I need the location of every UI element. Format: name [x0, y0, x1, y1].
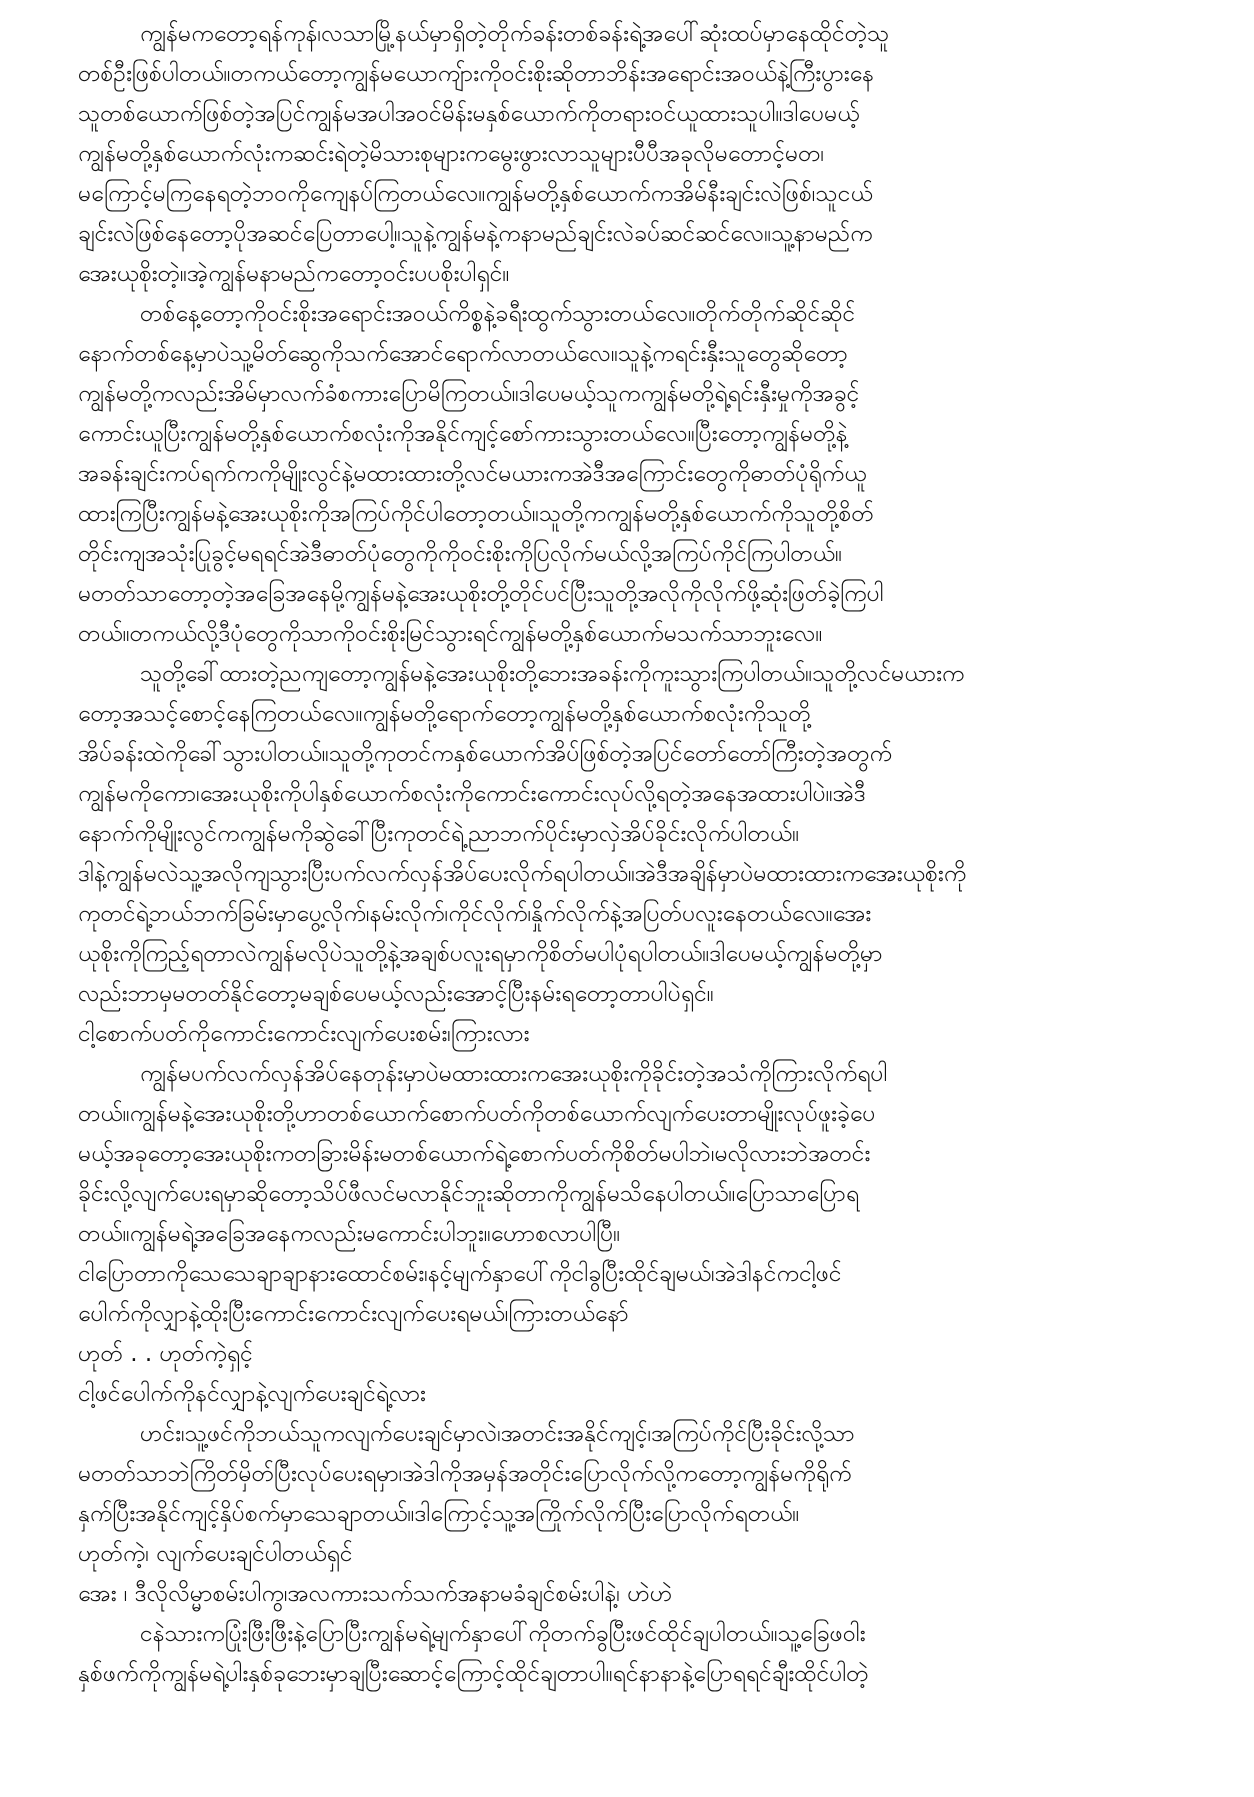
text-line: အေး ၊ ဒီလိုလိမ္မာစမ်းပါကွ၊အလကားသက်သက်အနာမခံချင်စမ်းပါနဲ့၊ ဟဲဟဲ — [78, 1581, 673, 1607]
text-line: တယ်။ကျွန်မရဲ့အခြေအနေကလည်းမကောင်းပါဘူး။ဟောစလာပါပြီ။ — [78, 1221, 621, 1247]
text-line: သူတစ်ယောက်ဖြစ်တဲ့အပြင်ကျွန်မအပါအဝင်မိန်းမနှစ်ယောက်ကိုတရားဝင်ယူထားသူပါ။ဒါပေမယ့် — [78, 101, 860, 127]
text-line: ခိုင်းလို့လျက်ပေးရမှာဆိုတော့သိပ်ဖီလင်မလာနိုင်ဘူးဆိုတာကိုကျွန်မသိနေပါတယ်။ပြောသာပြောရ — [78, 1181, 860, 1207]
text-line: ဒါနဲ့ကျွန်မလဲသူ့အလိုကျသွားပြီးပက်လက်လှန်အိပ်ပေးလိုက်ရပါတယ်။အဲဒီအချိန်မှာပဲမထားထားကအေးယုစိုးကို — [78, 861, 967, 887]
text-line: ကောင်းယူပြီးကျွန်မတို့နှစ်ယောက်စလုံးကိုအနိုင်ကျင့်စော်ကားသွားတယ်လေ။ပြီးတော့ကျွန်မတို့နဲ့ — [78, 421, 848, 447]
text-line: မယ့်အခုတော့အေးယုစိုးကတခြားမိန်းမတစ်ယောက်ရဲ့စောက်ပတ်ကိုစိတ်မပါဘဲ၊မလိုလားဘဲအတင်း — [78, 1141, 871, 1167]
text-line: ငနဲသားကပြုံးဖြီးဖြီးနဲ့ပြောပြီးကျွန်မရဲ့မျက်နှာပေါ်ကိုတက်ခွပြီးဖင်ထိုင်ချပါတယ်။သူ့ခြေဖဝါး — [140, 1621, 866, 1647]
text-line: တစ်ဦးဖြစ်ပါတယ်။တကယ်တော့ကျွန်မယောကျ်ားကိုဝင်းစိုးဆိုတာဘိန်းအရောင်းအဝယ်နဲ့ကြီးပွားနေ — [78, 61, 875, 87]
text-line: ကုတင်ရဲ့ဘယ်ဘက်ခြမ်းမှာပွေ့လိုက်၊နမ်းလိုက်၊ကိုင်လိုက်၊နှိုက်လိုက်နဲ့အပြတ်ပလူးနေတယ်လေ။အေး — [78, 901, 872, 927]
text-line: ချင်းလဲဖြစ်နေတော့ပိုအဆင်ပြေတာပေါ့။သူနဲ့ကျွန်မနဲ့ကနာမည်ချင်းလဲခပ်ဆင်ဆင်လေ။သူ့နာမည်က — [78, 221, 873, 247]
text-line: မတတ်သာတော့တဲ့အခြေအနေမို့ကျွန်မနဲ့အေးယုစိုးတို့တိုင်ပင်ပြီးသူတို့အလိုကိုလိုက်ဖို့ဆုံးဖြတ်ခဲ့ကြပါ — [78, 581, 884, 607]
text-line: ငါ့ဖင်ပေါက်ကိုနင်လျှာနဲ့လျက်ပေးချင်ရဲ့လား — [78, 1381, 426, 1407]
text-line: နှက်ပြီးအနိုင်ကျင့်နှိပ်စက်မှာသေချာတယ်။ဒါကြောင့်သူ့အကြိုက်လိုက်ပြီးပြောလိုက်ရတယ်။ — [78, 1501, 800, 1527]
text-line: နောက်ကိုမျိုးလွင်ကကျွန်မကိုဆွဲခေါ်ပြီးကုတင်ရဲ့ညာဘက်ပိုင်းမှာလှဲအိပ်ခိုင်းလိုက်ပါတယ်။ — [78, 821, 800, 847]
text-line: နှစ်ဖက်ကိုကျွန်မရဲ့ပါးနှစ်ခုဘေးမှာချပြီးဆောင့်ကြောင့်ထိုင်ချတာပါ။ရင်နာနာနဲ့ပြောရရင်ချီးထိုင်ပါတဲ့ — [78, 1661, 869, 1687]
text-line: မကြောင့်မကြနေရတဲ့ဘဝကိုကျေနပ်ကြတယ်လေ။ကျွန်မတို့နှစ်ယောက်ကအိမ်နီးချင်းလဲဖြစ်၊သူငယ် — [78, 181, 873, 207]
text-line: ဟုတ် . . ဟုတ်ကဲ့ရှင့် — [78, 1341, 253, 1367]
text-line: သူတို့ခေါ်ထားတဲ့ညကျတော့ကျွန်မနဲ့အေးယုစိုးတို့ဘေးအခန်းကိုကူးသွားကြပါတယ်။သူတို့လင်မယားက — [140, 661, 965, 687]
text-line: တစ်နေ့တော့ကိုဝင်းစိုးအရောင်းအဝယ်ကိစ္စနဲ့ခရီးထွက်သွားတယ်လေ။တိုက်တိုက်ဆိုင်ဆိုင် — [140, 301, 856, 327]
text-line: ကျွန်မကိုကော၊အေးယုစိုးကိုပါနှစ်ယောက်စလုံးကိုကောင်းကောင်းလုပ်လို့ရတဲ့အနေအထားပါပဲ။အဲဒီ — [78, 781, 866, 807]
text-line: ဟင်း၊သူ့ဖင်ကိုဘယ်သူကလျက်ပေးချင်မှာလဲ၊အတင်းအနိုင်ကျင့်၊အကြပ်ကိုင်ပြီးခိုင်းလို့သာ — [140, 1421, 855, 1447]
text-line: နောက်တစ်နေ့မှာပဲသူ့မိတ်ဆွေကိုသက်အောင်ရောက်လာတယ်လေ။သူနဲ့ကရင်းနှီးသူတွေဆိုတော့ — [78, 341, 848, 367]
text-line: ကျွန်မကတော့ရန်ကုန်၊လသာမြို့နယ်မှာရှိတဲ့တိုက်ခန်းတစ်ခန်းရဲ့အပေါ်ဆုံးထပ်မှာနေထိုင်တဲ့သူ — [140, 21, 890, 47]
text-line: ပေါက်ကိုလျှာနဲ့ထိုးပြီးကောင်းကောင်းလျက်ပေးရမယ်၊ကြားတယ်နော် — [78, 1301, 629, 1327]
text-line: အိပ်ခန်းထဲကိုခေါ်သွားပါတယ်။သူတို့ကုတင်ကနှစ်ယောက်အိပ်ဖြစ်တဲ့အပြင်တော်တော်ကြီးတဲ့အတွက် — [78, 741, 892, 767]
text-line: ကျွန်မတို့ကလည်းအိမ်မှာလက်ခံစကားပြောမိကြတယ်။ဒါပေမယ့်သူကကျွန်မတို့ရဲ့ရင်းနှီးမှုကိုအခွင့် — [78, 381, 860, 407]
text-line: တိုင်းကျအသုံးပြုခွင့်မရရင်အဲဒီဓာတ်ပုံတွေကိုကိုဝင်းစိုးကိုပြလိုက်မယ်လို့အကြပ်ကိုင်ကြပါတယ်။ — [78, 541, 843, 567]
text-line: ကျွန်မတို့နှစ်ယောက်လုံးကဆင်းရဲတဲ့မိသားစုများကမွေးဖွားလာသူများပီပီအခုလိုမတောင့်မတ၊ — [78, 141, 825, 167]
text-line: ထားကြပြီးကျွန်မနဲ့အေးယုစိုးကိုအကြပ်ကိုင်ပါတော့တယ်။သူတို့ကကျွန်မတို့နှစ်ယောက်ကိုသူတို့စိတ် — [78, 501, 874, 527]
text-line: ငါ့စောက်ပတ်ကိုကောင်းကောင်းလျက်ပေးစမ်း၊ကြားလား — [78, 1021, 530, 1047]
text-line: လည်းဘာမှမတတ်နိုင်တော့မချစ်ပေမယ့်လည်းအောင့်ပြီးနမ်းရတော့တာပါပဲရှင်။ — [78, 981, 714, 1007]
text-line: တော့အသင့်စောင့်နေကြတယ်လေ။ကျွန်မတို့ရောက်တော့ကျွန်မတို့နှစ်ယောက်စလုံးကိုသူတို့ — [78, 701, 811, 727]
text-line: ယုစိုးကိုကြည့်ရတာလဲကျွန်မလိုပဲသူတို့နဲ့အချစ်ပလူးရမှာကိုစိတ်မပါပုံရပါတယ်။ဒါပေမယ့်ကျွန်မတို့မှာ — [78, 941, 883, 967]
text-line: အခန်းချင်းကပ်ရက်ကကိုမျိုးလွင်နဲ့မထားထားတို့လင်မယားကအဲဒီအကြောင်းတွေကိုဓာတ်ပုံရိုက်ယူ — [78, 461, 867, 487]
text-line: ဟုတ်ကဲ့၊ လျက်ပေးချင်ပါတယ်ရှင် — [78, 1541, 353, 1567]
text-line: အေးယုစိုးတဲ့။အဲ့ကျွန်မနာမည်ကတော့ဝင်းပပစိုးပါရှင်။ — [78, 261, 510, 287]
text-line: ကျွန်မပက်လက်လှန်အိပ်နေတုန်းမှာပဲမထားထားကအေးယုစိုးကိုခိုင်းတဲ့အသံကိုကြားလိုက်ရပါ — [140, 1061, 888, 1087]
text-line: တယ်။တကယ်လို့ဒီပုံတွေကိုသာကိုဝင်းစိုးမြင်သွားရင်ကျွန်မတို့နှစ်ယောက်မသက်သာဘူးလေ။ — [78, 621, 823, 647]
text-line: မတတ်သာဘဲကြိတ်မှိတ်ပြီးလုပ်ပေးရမှာ၊အဲဒါကိုအမှန်အတိုင်းပြောလိုက်လို့ကတော့ကျွန်မကိုရိုက် — [78, 1461, 852, 1487]
text-line: တယ်။ကျွန်မနဲ့အေးယုစိုးတို့ဟာတစ်ယောက်စောက်ပတ်ကိုတစ်ယောက်လျက်ပေးတာမျိုးလုပ်ဖူးခဲ့ပေ — [78, 1101, 876, 1127]
text-line: ငါပြောတာကိုသေသေချာချာနားထောင်စမ်း၊နင့်မျက်နှာပေါ်ကိုငါခွပြီးထိုင်ချမယ်၊အဲဒါနင်ကငါ့ဖင် — [78, 1261, 842, 1287]
